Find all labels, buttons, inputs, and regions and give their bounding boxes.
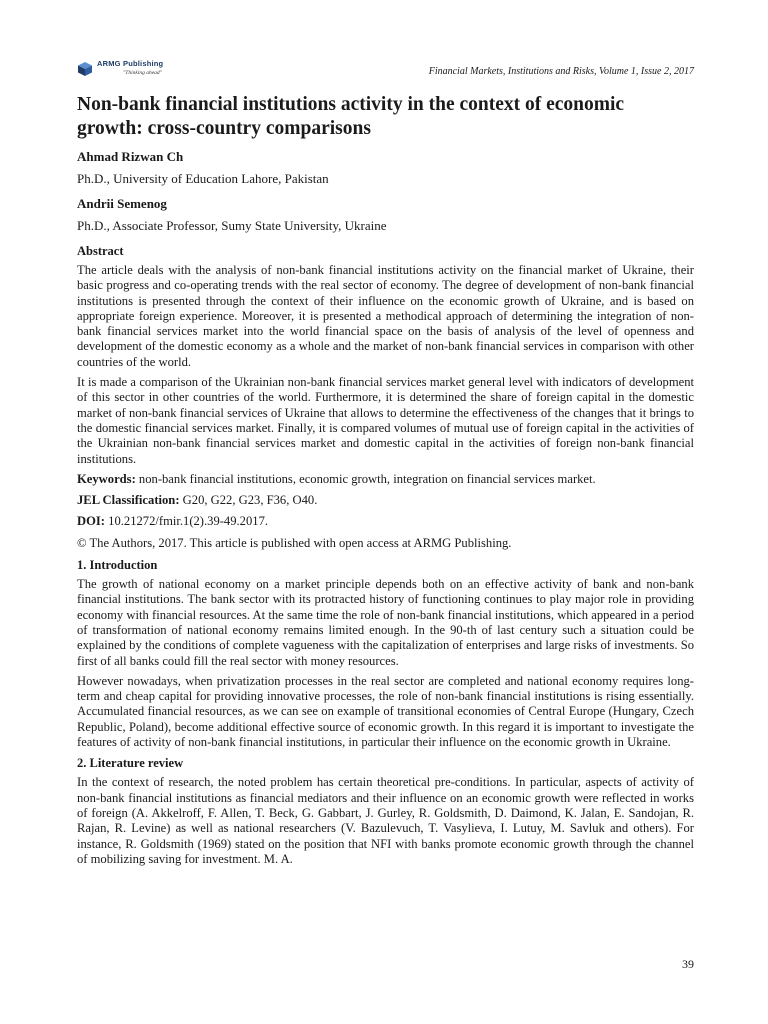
literature-paragraph: In the context of research, the noted problem has certain theoretical pre-conditions. In particular, aspects of activity of non-bank financial institutions as financial mediators and their influence on an economic growth were reflected in works of foreign (A. Akkelroff, F. Allen, T. Beck, G. Gabbart, J. Gurley, R. Goldsmith, D. Daimond, K. Jalan, E. Sandojan, R. Rajan, R. Levine) as well as national researchers (V. Bazulevuch, T. Vasylieva, I. Lutuy, M. Savluk and others). For instance, R. Goldsmith (1969) stated on the position that NFI with banks promote economic growth through the channel of mobilizing saving for investment. M. A. [77,775,694,866]
literature-heading: 2. Literature review [77,756,184,771]
introduction-heading: 1. Introduction [77,558,158,573]
logo-tagline: "Thinking ahead" [123,70,162,76]
doi-label: DOI: [77,514,105,529]
author-name: Ahmad Rizwan Ch [77,149,184,164]
abstract-paragraph: It is made a comparison of the Ukrainian non-bank financial services market general level with indicators of development of this sector in other countries of the world. Furthermore, it is determined the share of foreign capital in the domestic market of non-bank financial services of Ukraine that allows to determine the effectiveness of the changes that it brings to the domestic financial services market. Finally, it is compared volumes of mutual use of foreign capital in the activities of the Ukrainian non-bank financial services market and domestic capital in the activities of foreign non-bank financial institutions. [77,375,694,466]
keywords-value: non-bank financial institutions, economic growth, integration on financial services market. [138,471,596,486]
author-affiliation: Ph.D., University of Education Lahore, Pakistan [77,171,329,186]
keywords-label: Keywords: [77,471,136,486]
jel-label: JEL Classification: [77,493,180,508]
author-affiliation: Ph.D., Associate Professor, Sumy State University, Ukraine [77,218,387,233]
cube-logo-icon [77,61,93,77]
page-header [77,56,694,82]
abstract-heading: Abstract [77,244,124,258]
introduction-paragraph: The growth of national economy on a market principle depends both on an effective activity of bank and non-bank financial institutions. The bank sector with its protracted history of functioning continues to play major role in providing economy with financial resources. At the same time the role of non-bank financial institutions, which appeared in a period of transformation of national economy remains limited enough. In the 90-th of last century such a situation could be explained by the conditions of complete vagueness with the capitalization of enterprises and large risks of investments. So first of all banks could fill the real sector with money resources. [77,577,694,668]
journal-title: Financial Markets, Institutions and Risks, Volume 1, Issue 2, 2017 [428,66,694,77]
logo-name: ARMG Publishing [97,59,164,68]
doi [77,514,694,529]
page-number: 39 [682,957,694,971]
copyright-notice: © The Authors, 2017. This article is published with open access at ARMG Publishing. [77,535,512,550]
publisher-logo [77,58,197,80]
author-name: Andrii Semenog [77,196,167,211]
introduction-paragraph: However nowadays, when privatization processes in the real sector are completed and national economy requires long-term and cheap capital for providing innovative processes, the role of non-bank financial institutions is rising essentially. Accumulated financial resources, as we can see on example of transitional economies of Central Europe (Hungary, Czech Republic, Poland), become additional effective source of economic growth. In this regard it is important to investigate the features of activity of non-bank financial institutions, in particular their influence on the economic growth in Ukraine. [77,673,694,750]
article-title: Non-bank financial institutions activity in the context of economic growth: cross-country comparisons [77,94,625,139]
article-body [77,93,694,872]
jel-value: G20, G22, G23, F36, O40. [182,493,318,508]
keywords [77,472,694,487]
abstract-paragraph: The article deals with the analysis of non-bank financial institutions activity on the financial market of Ukraine, their basic progress and co-operating trends with the real sector of economy. The degree of development of non-bank financial institutions is presented through the context of their influence on the economic growth of Ukraine, and is based on appropriate foreign experience. Moreover, it is presented a methodical approach of determining the integration of non-bank financial services market into the world financial space on the basis of analysis of the level of openness and development of the domestic economy as a whole and the market of non-bank financial services in comparison with other countries of the world. [77,263,694,369]
jel-classification [77,493,694,508]
doi-value: 10.21272/fmir.1(2).39-49.2017. [108,514,269,529]
